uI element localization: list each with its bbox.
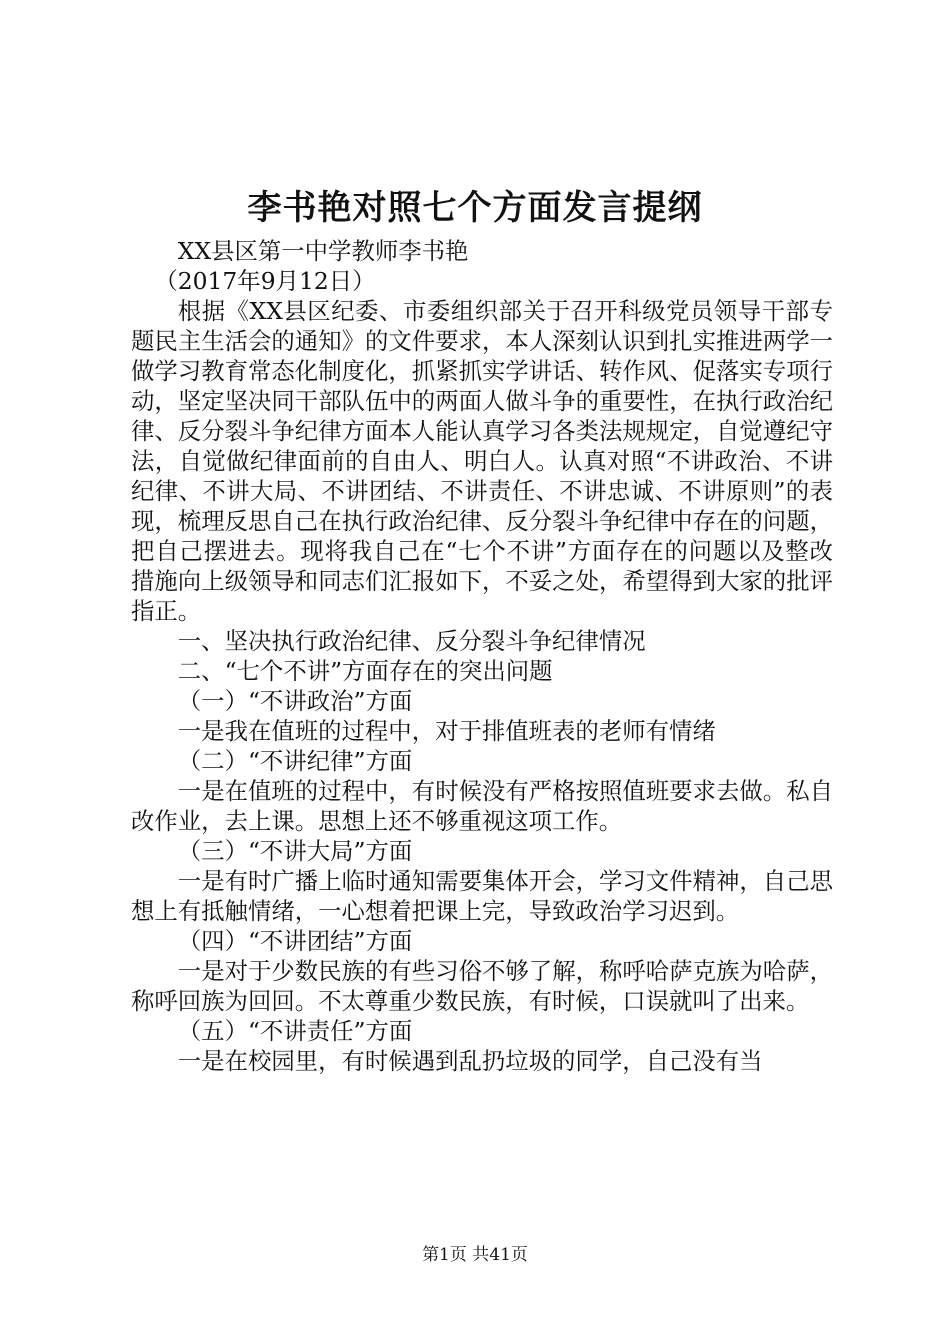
subsection-heading-5: （五）“不讲责任”方面: [177, 1017, 413, 1045]
subsection-text-4: 一是对于少数民族的有些习俗不够了解，称呼哈萨克族为哈萨，称呼回族为回回。不太尊重少数民族，有时候，口误就叫了出来。: [131, 957, 833, 1015]
author-line: XX县区第一中学教师李书艳: [177, 237, 469, 265]
subsection-heading-1: （一）“不讲政治”方面: [177, 687, 413, 715]
page-footer: 第1页 共41页: [422, 1245, 528, 1265]
date-line: （2017年9月12日）: [154, 267, 376, 295]
subsection-text-5: 一是在校园里，有时候遇到乱扔垃圾的同学，自己没有当: [177, 1047, 763, 1075]
subsection-heading-4: （四）“不讲团结”方面: [177, 927, 413, 955]
subsection-text-2: 一是在值班的过程中，有时候没有严格按照值班要求去做。私自改作业，去上课。思想上还不够重视这项工作。: [131, 777, 833, 835]
section-heading-1: 一、坚决执行政治纪律、反分裂斗争纪律情况: [177, 627, 646, 655]
subsection-heading-3: （三）“不讲大局”方面: [177, 837, 413, 865]
subsection-text-1: 一是我在值班的过程中，对于排值班表的老师有情绪: [177, 717, 716, 745]
subsection-text-3: 一是有时广播上临时通知需要集体开会，学习文件精神，自己思想上有抵触情绪，一心想着把课上完，导致政治学习迟到。: [131, 867, 833, 925]
document-body: [131, 236, 833, 1076]
subsection-heading-2: （二）“不讲纪律”方面: [177, 747, 413, 775]
document-title: 李书艳对照七个方面发言提纲: [247, 188, 703, 228]
intro-paragraph: 根据《XX县区纪委、市委组织部关于召开科级党员领导干部专题民主生活会的通知》的文件要求，本人深刻认识到扎实推进两学一做学习教育常态化制度化，抓紧抓实学讲话、转作风、促落实专项行动，坚定坚决同干部队伍中的两面人做斗争的重要性，在执行政治纪律、反分裂斗争纪律方面本人能认真学习各类法规规定，自觉遵纪守法，自觉做纪律面前的自由人、明白人。认真对照“不讲政治、不讲纪律、不讲大局、不讲团结、不讲责任、不讲忠诚、不讲原则”的表现，梳理反思自己在执行政治纪律、反分裂斗争纪律中存在的问题，把自己摆进去。现将我自己在“七个不讲”方面存在的问题以及整改措施向上级领导和同志们汇报如下，不妥之处，希望得到大家的批评指正。: [131, 297, 833, 625]
section-heading-2: 二、“七个不讲”方面存在的突出问题: [177, 657, 553, 685]
